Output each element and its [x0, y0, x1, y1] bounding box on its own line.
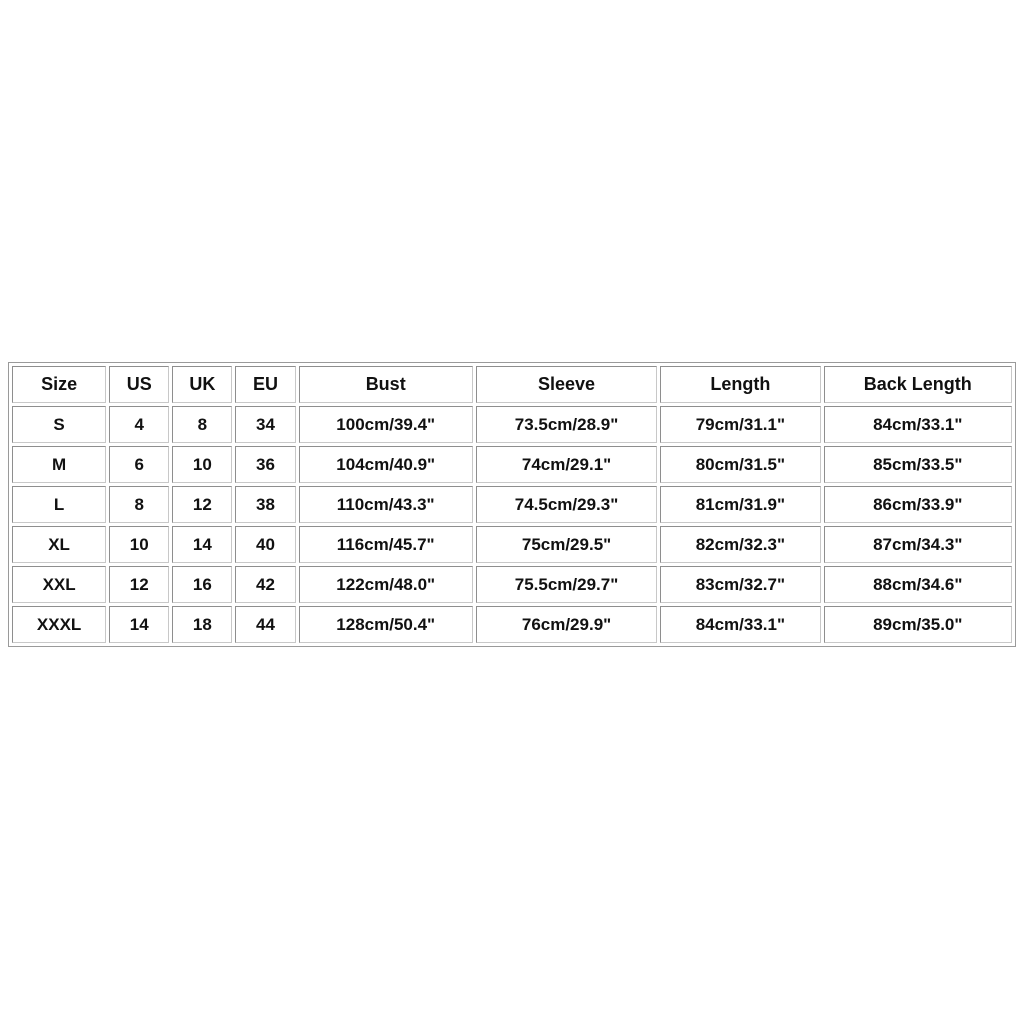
header-size: Size [12, 366, 106, 403]
cell-size: S [12, 406, 106, 443]
cell-eu: 36 [235, 446, 295, 483]
cell-sleeve: 73.5cm/28.9" [476, 406, 657, 443]
cell-eu: 42 [235, 566, 295, 603]
cell-eu: 34 [235, 406, 295, 443]
cell-us: 12 [109, 566, 169, 603]
header-length: Length [660, 366, 820, 403]
table-row [12, 446, 1012, 483]
header-us: US [109, 366, 169, 403]
cell-bust: 128cm/50.4" [299, 606, 473, 643]
cell-back-length: 86cm/33.9" [824, 486, 1012, 523]
cell-size: M [12, 446, 106, 483]
cell-uk: 10 [172, 446, 232, 483]
cell-eu: 38 [235, 486, 295, 523]
cell-length: 84cm/33.1" [660, 606, 820, 643]
cell-uk: 14 [172, 526, 232, 563]
cell-length: 80cm/31.5" [660, 446, 820, 483]
cell-sleeve: 76cm/29.9" [476, 606, 657, 643]
cell-length: 82cm/32.3" [660, 526, 820, 563]
cell-us: 6 [109, 446, 169, 483]
table-row [12, 486, 1012, 523]
cell-length: 79cm/31.1" [660, 406, 820, 443]
header-uk: UK [172, 366, 232, 403]
cell-uk: 8 [172, 406, 232, 443]
cell-sleeve: 74cm/29.1" [476, 446, 657, 483]
cell-uk: 16 [172, 566, 232, 603]
cell-us: 14 [109, 606, 169, 643]
table-row [12, 606, 1012, 643]
header-sleeve: Sleeve [476, 366, 657, 403]
cell-back-length: 84cm/33.1" [824, 406, 1012, 443]
header-eu: EU [235, 366, 295, 403]
cell-back-length: 87cm/34.3" [824, 526, 1012, 563]
cell-sleeve: 74.5cm/29.3" [476, 486, 657, 523]
cell-us: 10 [109, 526, 169, 563]
cell-bust: 116cm/45.7" [299, 526, 473, 563]
header-back-length: Back Length [824, 366, 1012, 403]
cell-bust: 110cm/43.3" [299, 486, 473, 523]
cell-bust: 104cm/40.9" [299, 446, 473, 483]
cell-eu: 44 [235, 606, 295, 643]
cell-back-length: 85cm/33.5" [824, 446, 1012, 483]
header-bust: Bust [299, 366, 473, 403]
cell-us: 4 [109, 406, 169, 443]
cell-size: XXL [12, 566, 106, 603]
size-chart-table [8, 362, 1016, 647]
cell-us: 8 [109, 486, 169, 523]
cell-sleeve: 75.5cm/29.7" [476, 566, 657, 603]
table-header-row [12, 366, 1012, 403]
table-row [12, 566, 1012, 603]
cell-uk: 12 [172, 486, 232, 523]
cell-uk: 18 [172, 606, 232, 643]
cell-length: 83cm/32.7" [660, 566, 820, 603]
table-row [12, 406, 1012, 443]
cell-bust: 122cm/48.0" [299, 566, 473, 603]
cell-sleeve: 75cm/29.5" [476, 526, 657, 563]
cell-size: L [12, 486, 106, 523]
cell-back-length: 88cm/34.6" [824, 566, 1012, 603]
cell-size: XXXL [12, 606, 106, 643]
table-row [12, 526, 1012, 563]
cell-back-length: 89cm/35.0" [824, 606, 1012, 643]
cell-eu: 40 [235, 526, 295, 563]
cell-length: 81cm/31.9" [660, 486, 820, 523]
cell-bust: 100cm/39.4" [299, 406, 473, 443]
cell-size: XL [12, 526, 106, 563]
